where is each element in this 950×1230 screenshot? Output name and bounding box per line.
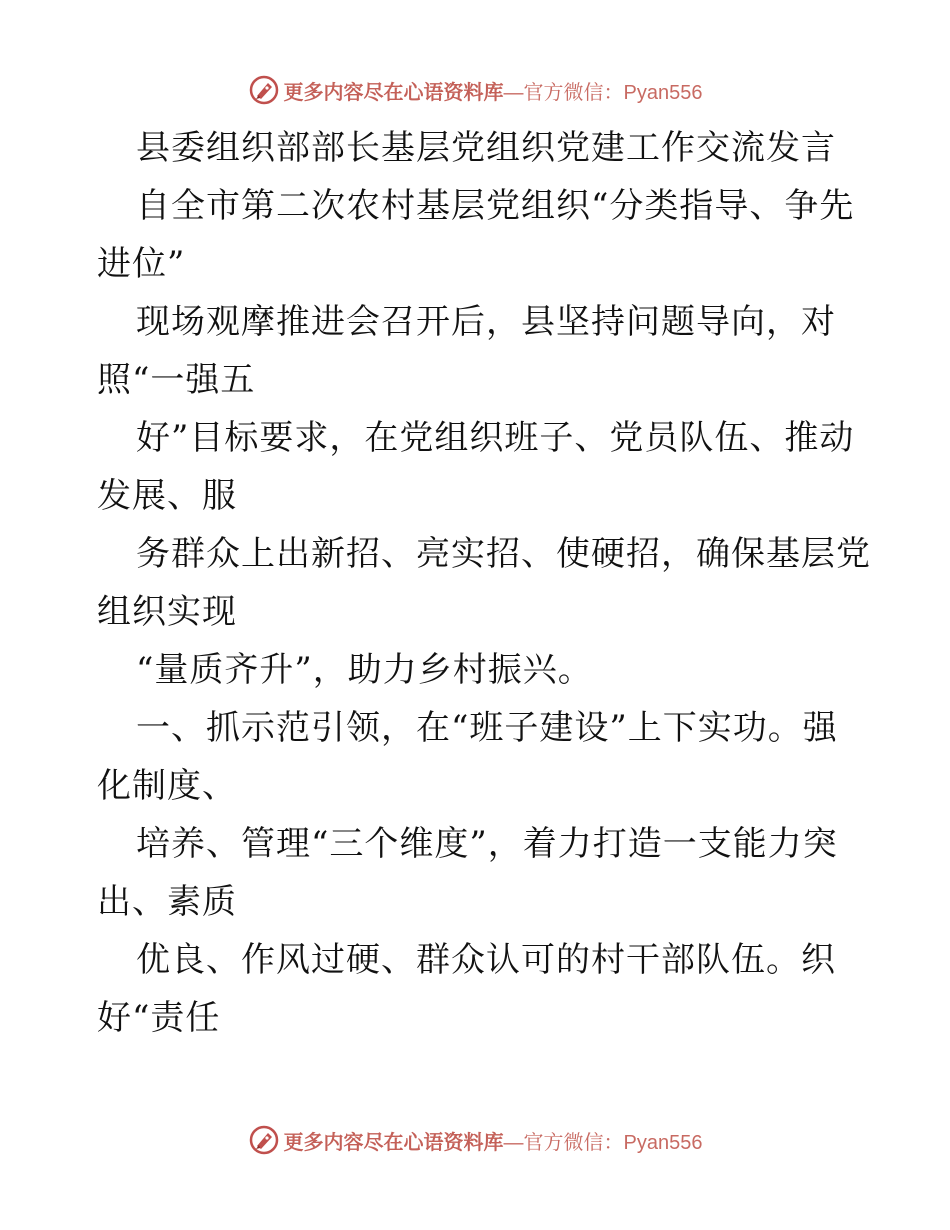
doc-line: 好“责任 <box>97 998 221 1038</box>
footer-watermark <box>0 1120 950 1160</box>
watermark-lead: 更多内容尽在心语资料库 <box>283 1129 504 1154</box>
doc-line: 一、抓示范引领，在“班子建设”上下实功。强 <box>136 708 838 748</box>
doc-line: 好”目标要求，在党组织班子、党员队伍、推动 <box>136 418 855 458</box>
doc-line: 照“一强五 <box>97 360 256 400</box>
doc-line: 出、素质 <box>97 882 237 922</box>
watermark-tail: —官方微信：Pyan556 <box>503 1131 703 1154</box>
doc-line: 自全市第二次农村基层党组织“分类指导、争先 <box>136 186 855 226</box>
doc-line: “量质齐升”，助力乡村振兴。 <box>136 650 593 690</box>
watermark-lead: 更多内容尽在心语资料库 <box>283 79 504 104</box>
watermark-text <box>284 1126 703 1155</box>
doc-line: 务群众上出新招、亮实招、使硬招，确保基层党 <box>136 534 871 574</box>
doc-line: 培养、管理“三个维度”，着力打造一支能力突 <box>136 824 838 864</box>
watermark-tail: —官方微信：Pyan556 <box>503 81 703 104</box>
doc-line: 组织实现 <box>97 592 237 632</box>
doc-line: 发展、服 <box>97 476 237 516</box>
doc-line: 进位” <box>97 244 186 284</box>
doc-line: 化制度、 <box>97 766 237 806</box>
pen-nib-logo-icon <box>248 1124 280 1156</box>
doc-line: 现场观摩推进会召开后，县坚持问题导向，对 <box>136 302 836 342</box>
doc-line: 优良、作风过硬、群众认可的村干部队伍。织 <box>136 940 836 980</box>
doc-title: 县委组织部部长基层党组织党建工作交流发言 <box>136 128 836 168</box>
